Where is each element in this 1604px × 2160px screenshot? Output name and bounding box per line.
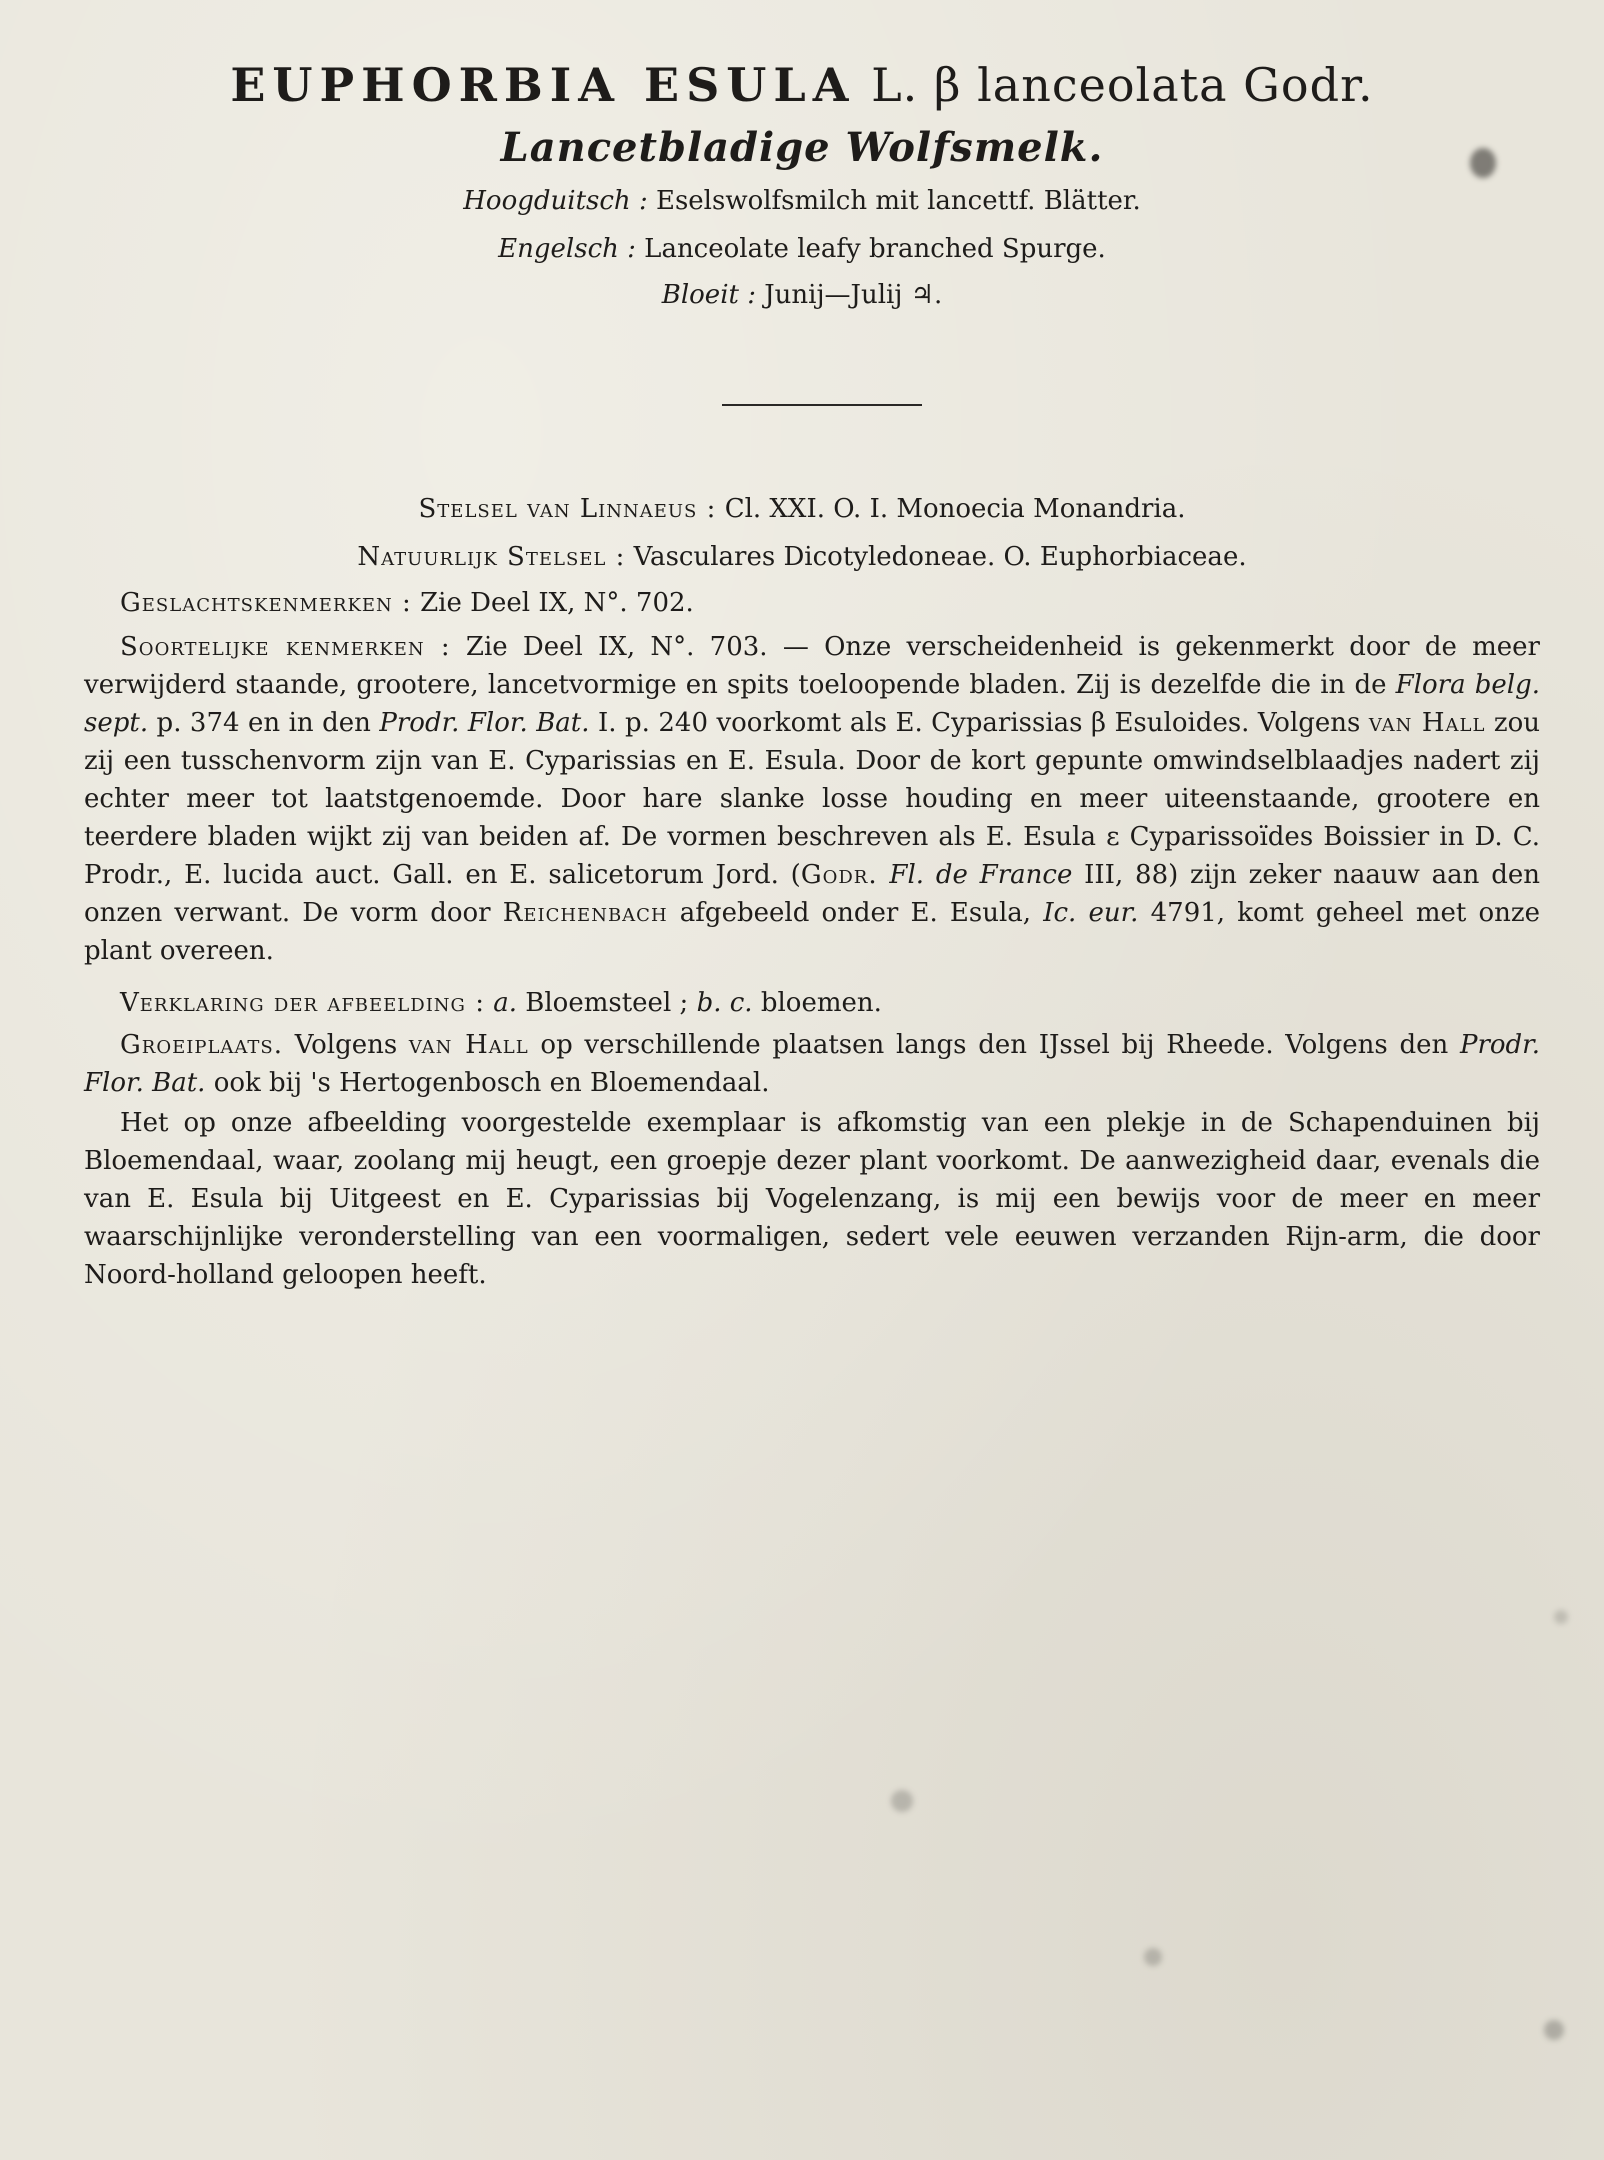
species-ref-italic: Flora belg. sept. bbox=[84, 670, 1540, 738]
author-name: Reichenbach bbox=[502, 898, 668, 928]
natural-system-value: Vasculares Dicotyledoneae. O. Euphorbiaceae. bbox=[633, 542, 1247, 572]
habitat-text: Volgens bbox=[283, 1030, 409, 1060]
author-name: Godr. bbox=[800, 860, 878, 890]
genus-characters bbox=[84, 584, 1540, 622]
ink-spot bbox=[1554, 1610, 1568, 1624]
figure-text: Bloemsteel ; bbox=[517, 988, 697, 1018]
german-name bbox=[0, 186, 1604, 216]
species-text: Zie Deel IX, N°. 703. — Onze verscheidenheid is gekenmerkt door de meer verwijderd staande, grootere, lancetvormige en spits toeloopende bladen. Zij is dezelfde die in de bbox=[84, 632, 1540, 700]
author-name: van Hall bbox=[1368, 708, 1486, 738]
flowering-value: Junij—Julij ♃. bbox=[764, 280, 943, 310]
species-text: p. 374 en in den bbox=[148, 708, 380, 738]
german-name-value: Eselswolfsmilch mit lancettf. Blätter. bbox=[655, 186, 1141, 216]
divider-rule bbox=[722, 404, 922, 406]
closing-paragraph: Het op onze afbeelding voorgestelde exemplaar is afkomstig van een plekje in de Schapenduinen bij Bloemendaal, waar, zoolang mij heugt, een groepje dezer plant voorkomt. De aanwezigheid daar, evenals die van E. Esula bij Uitgeest en E. Cyparissias bij Vogelenzang, is mij een bewijs voor de meer en meer waarschijnlijke veronderstelling van een voormaligen, sedert vele eeuwen verzanden Rijn-arm, die door Noord-holland geloopen heeft. bbox=[84, 1108, 1540, 1290]
species-text bbox=[878, 860, 890, 890]
flowering-period bbox=[0, 280, 1604, 310]
figure-letter: b. c. bbox=[696, 988, 753, 1018]
figure-explanation-label: Verklaring der afbeelding : bbox=[120, 988, 485, 1018]
species-text: I. p. 240 voorkomt als E. Cyparissias β Esuloides. Volgens bbox=[589, 708, 1369, 738]
title-variety: L. β lanceolata Godr. bbox=[871, 58, 1374, 112]
natural-system-label: Natuurlijk Stelsel : bbox=[357, 542, 626, 572]
ink-spot bbox=[1544, 2020, 1564, 2040]
author-name: van Hall bbox=[408, 1030, 529, 1060]
species-text: zou zij een tusschenvorm zijn van E. Cyparissias en E. Esula. Door de kort gepunte omwindselblaadjes nadert zij echter meer tot laatstgenoemde. Door hare slanke losse houding en meer uiteenstaande, grootere en teerdere bladen wijkt zij van beiden af. De vormen beschreven als E. Esula ε Cyparissoïdes Boissier in D. C. Prodr., E. lucida auct. Gall. en E. salicetorum Jord. ( bbox=[84, 708, 1540, 890]
german-name-label: Hoogduitsch : bbox=[463, 186, 648, 216]
habitat-text: op verschillende plaatsen langs den IJssel bij Rheede. Volgens den bbox=[528, 1030, 1460, 1060]
genus-characters-value: Zie Deel IX, N°. 702. bbox=[420, 588, 694, 618]
page-title bbox=[0, 58, 1604, 112]
linnaeus-label: Stelsel van Linnaeus : bbox=[418, 494, 717, 524]
english-name-value: Lanceolate leafy branched Spurge. bbox=[644, 234, 1106, 264]
species-characters-label: Soortelijke kenmerken : bbox=[120, 632, 451, 662]
species-text: afgebeeld onder E. Esula, bbox=[667, 898, 1044, 928]
figure-text: bloemen. bbox=[752, 988, 882, 1018]
natural-system bbox=[0, 542, 1604, 572]
species-text: 4791, komt geheel met onze plant overeen. bbox=[84, 898, 1541, 966]
ink-spot bbox=[1144, 1948, 1162, 1966]
linnaeus-system bbox=[0, 494, 1604, 524]
linnaeus-value: Cl. XXI. O. I. Monoecia Monandria. bbox=[724, 494, 1186, 524]
habitat bbox=[84, 1026, 1540, 1102]
english-name bbox=[0, 234, 1604, 264]
genus-characters-label: Geslachtskenmerken : bbox=[120, 588, 412, 618]
species-characters bbox=[84, 628, 1540, 970]
page-subtitle: Lancetbladige Wolfsmelk. bbox=[500, 124, 1104, 171]
figure-letter: a. bbox=[493, 988, 517, 1018]
ink-spot bbox=[891, 1790, 913, 1812]
habitat-ref-italic: Prodr. Flor. Bat. bbox=[84, 1030, 1541, 1098]
habitat-label: Groeiplaats. bbox=[120, 1030, 284, 1060]
species-ref-italic: Fl. de France bbox=[889, 860, 1073, 890]
flowering-label: Bloeit : bbox=[661, 280, 756, 310]
figure-explanation bbox=[84, 984, 1540, 1022]
species-ref-italic: Ic. eur. bbox=[1043, 898, 1139, 928]
title-genus: EUPHORBIA ESULA bbox=[230, 58, 856, 112]
habitat-text: ook bij 's Hertogenbosch en Bloemendaal. bbox=[205, 1068, 770, 1098]
species-ref-italic: Prodr. Flor. Bat. bbox=[379, 708, 590, 738]
english-name-label: Engelsch : bbox=[498, 234, 636, 264]
species-text: III, 88) zijn zeker naauw aan den onzen verwant. De vorm door bbox=[84, 860, 1540, 928]
